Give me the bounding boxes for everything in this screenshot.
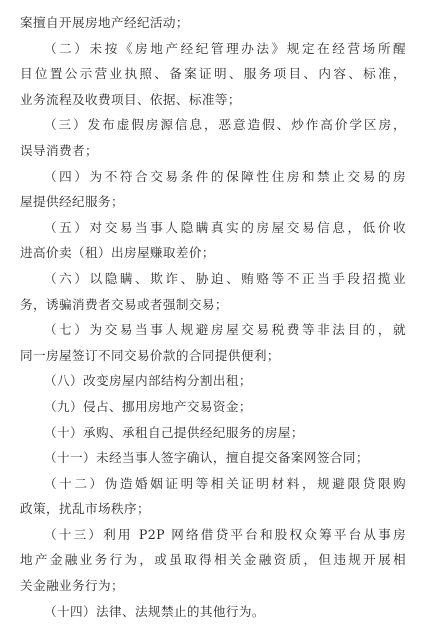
text-line: 地产金融业务行为，或虽取得相关金融资质，但违规开展相 (20, 552, 406, 568)
text-line: 业务流程及收费项目、依据、标准等； (20, 91, 241, 107)
text-line: （八）改变房屋内部结构分割出租； (44, 373, 252, 389)
text-line: （十）承购、承租自己提供经纪服务的房屋； (44, 424, 304, 440)
text-line: （二）未按《房地产经纪管理办法》规定在经营场所醒 (44, 40, 406, 56)
text-line: （九）侵占、挪用房地产交易资金； (44, 398, 252, 414)
text-line: 案擅自开展房地产经纪活动； (20, 15, 189, 30)
text-line: 同一房屋签订不同交易价款的合同提供便利； (20, 347, 280, 363)
text-line: （三）发布虚假房源信息，恶意造假、炒作高价学区房， (44, 117, 406, 133)
text-line: 进高价卖（租）出房屋赚取差价； (20, 245, 215, 261)
text-line: 屋提供经纪服务； (20, 194, 124, 210)
text-line: （六）以隐瞒、欺诈、胁迫、贿赂等不正当手段招揽业 (44, 270, 406, 286)
text-line: （十二）伪造婚姻证明等相关证明材料，规避限贷限购 (44, 475, 406, 491)
text-line: （五）对交易当事人隐瞒真实的房屋交易信息，低价收 (44, 219, 406, 235)
text-line: 误导消费者； (20, 142, 98, 158)
text-line: （四）为不符合交易条件的保障性住房和禁止交易的房 (44, 168, 406, 184)
text-line: 政策，扰乱市场秩序； (20, 501, 150, 517)
text-line: （七）为交易当事人规避房屋交易税费等非法目的，就 (44, 322, 406, 338)
text-line: （十四）法律、法规禁止的其他行为。 (44, 603, 265, 619)
text-line: 目位置公示营业执照、备案证明、服务项目、内容、标准， (20, 66, 406, 82)
text-line: （十一）未经当事人签字确认，擅自提交备案网签合同； (44, 450, 369, 466)
text-line: （十三）利用 P2P 网络借贷平台和股权众筹平台从事房 (44, 526, 406, 542)
text-line: 关金融业务行为； (20, 578, 124, 594)
text-line: 务，诱骗消费者交易或者强制交易； (20, 296, 228, 312)
